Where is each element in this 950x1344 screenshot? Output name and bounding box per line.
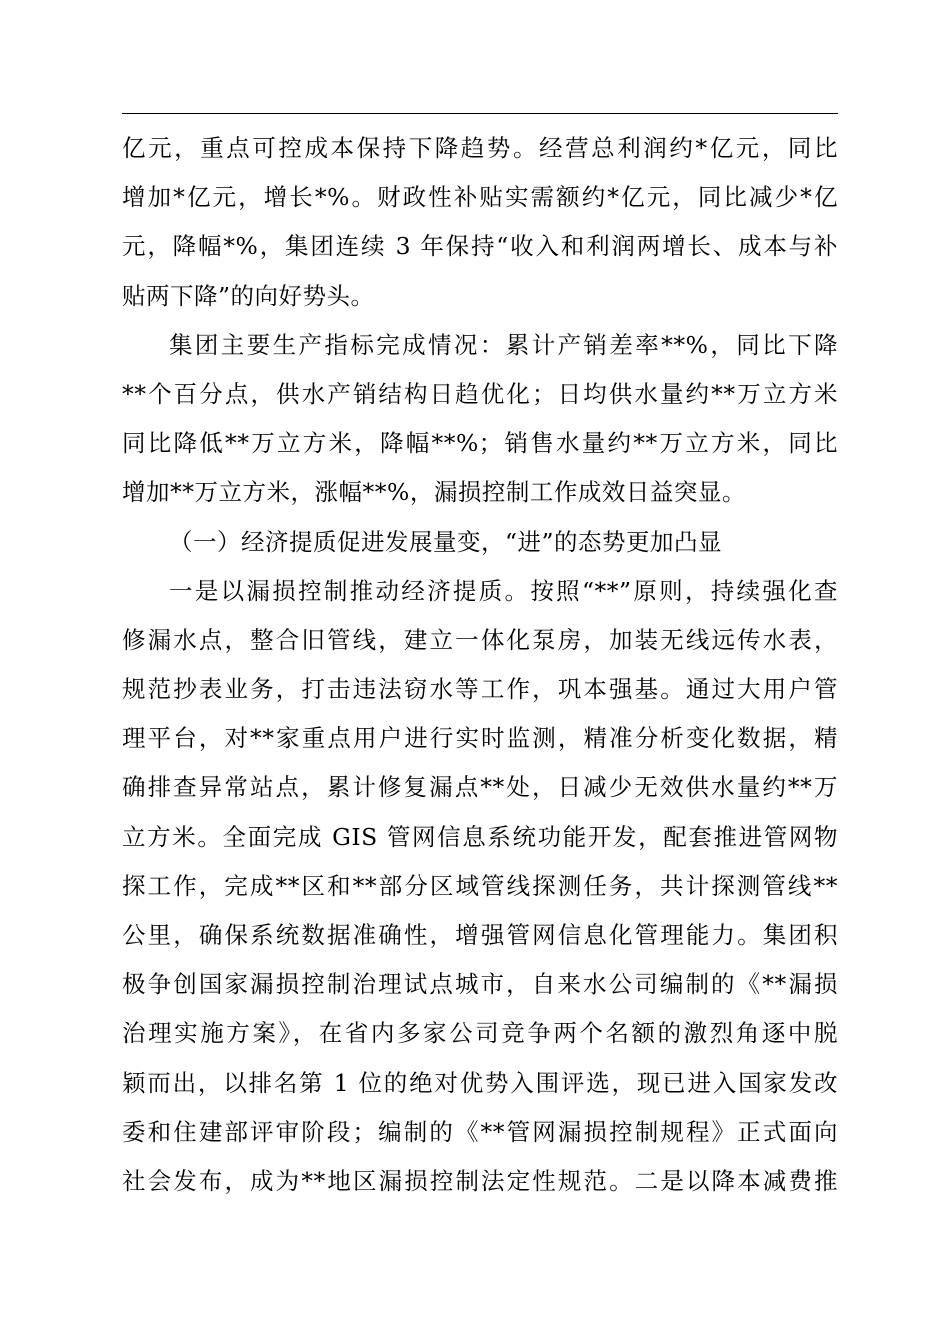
text-line: 增加**万立方米，涨幅**%，漏损控制工作成效日益突显。: [122, 478, 746, 507]
text-line: 颖而出，以排名第 1 位的绝对优势入围评选，现已进入国家发改: [122, 1068, 838, 1097]
text-line: 贴两下降”的向好势头。: [122, 281, 375, 310]
text-line: 极争创国家漏损控制治理试点城市，自来水公司编制的《**漏损: [122, 970, 838, 999]
text-line: 增加*亿元，增长*%。财政性补贴实需额约*亿元，同比减少*亿: [122, 183, 838, 212]
section-heading-text: （一）经济提质促进发展量变，“进”的态势更加凸显: [169, 527, 723, 556]
paragraph-3: [122, 567, 838, 1206]
text-line: 集团主要生产指标完成情况：累计产销差率**%，同比下降: [169, 330, 838, 359]
text-line: 确排查异常站点，累计修复漏点**处，日减少无效供水量约**万: [122, 773, 838, 802]
text-line: 元，降幅*%，集团连续 3 年保持“收入和利润两增长、成本与补: [122, 232, 838, 261]
text-line: 社会发布，成为**地区漏损控制法定性规范。二是以降本减费推: [122, 1166, 838, 1195]
text-line: 亿元，重点可控成本保持下降趋势。经营总利润约*亿元，同比: [122, 134, 838, 162]
paragraph-1: [122, 124, 838, 321]
text-line: 立方米。全面完成 GIS 管网信息系统功能开发，配套推进管网物: [122, 822, 838, 851]
text-line: 修漏水点，整合旧管线，建立一体化泵房，加装无线远传水表，: [122, 625, 838, 654]
document-body: [122, 124, 838, 1206]
text-line: 同比降低**万立方米，降幅**%；销售水量约**万立方米，同比: [122, 429, 838, 458]
text-line: 治理实施方案》，在省内多家公司竞争两个名额的激烈角逐中脱: [122, 1019, 838, 1048]
header-rule: [122, 113, 838, 114]
text-line: 公里，确保系统数据准确性，增强管网信息化管理能力。集团积: [122, 921, 838, 949]
text-line: 一是以漏损控制推动经济提质。按照“**”原则，持续强化查: [169, 576, 838, 605]
text-line: 理平台，对**家重点用户进行实时监测，精准分析变化数据，精: [122, 724, 838, 753]
text-line: **个百分点，供水产销结构日趋优化；日均供水量约**万立方米: [122, 379, 838, 408]
text-line: 委和住建部评审阶段；编制的《**管网漏损控制规程》正式面向: [122, 1117, 838, 1146]
text-line: 规范抄表业务，打击违法窃水等工作，巩本强基。通过大用户管: [122, 675, 838, 704]
section-heading: [122, 518, 838, 567]
paragraph-2: [122, 321, 838, 518]
text-line: 探工作，完成**区和**部分区域管线探测任务，共计探测管线**: [122, 871, 838, 900]
